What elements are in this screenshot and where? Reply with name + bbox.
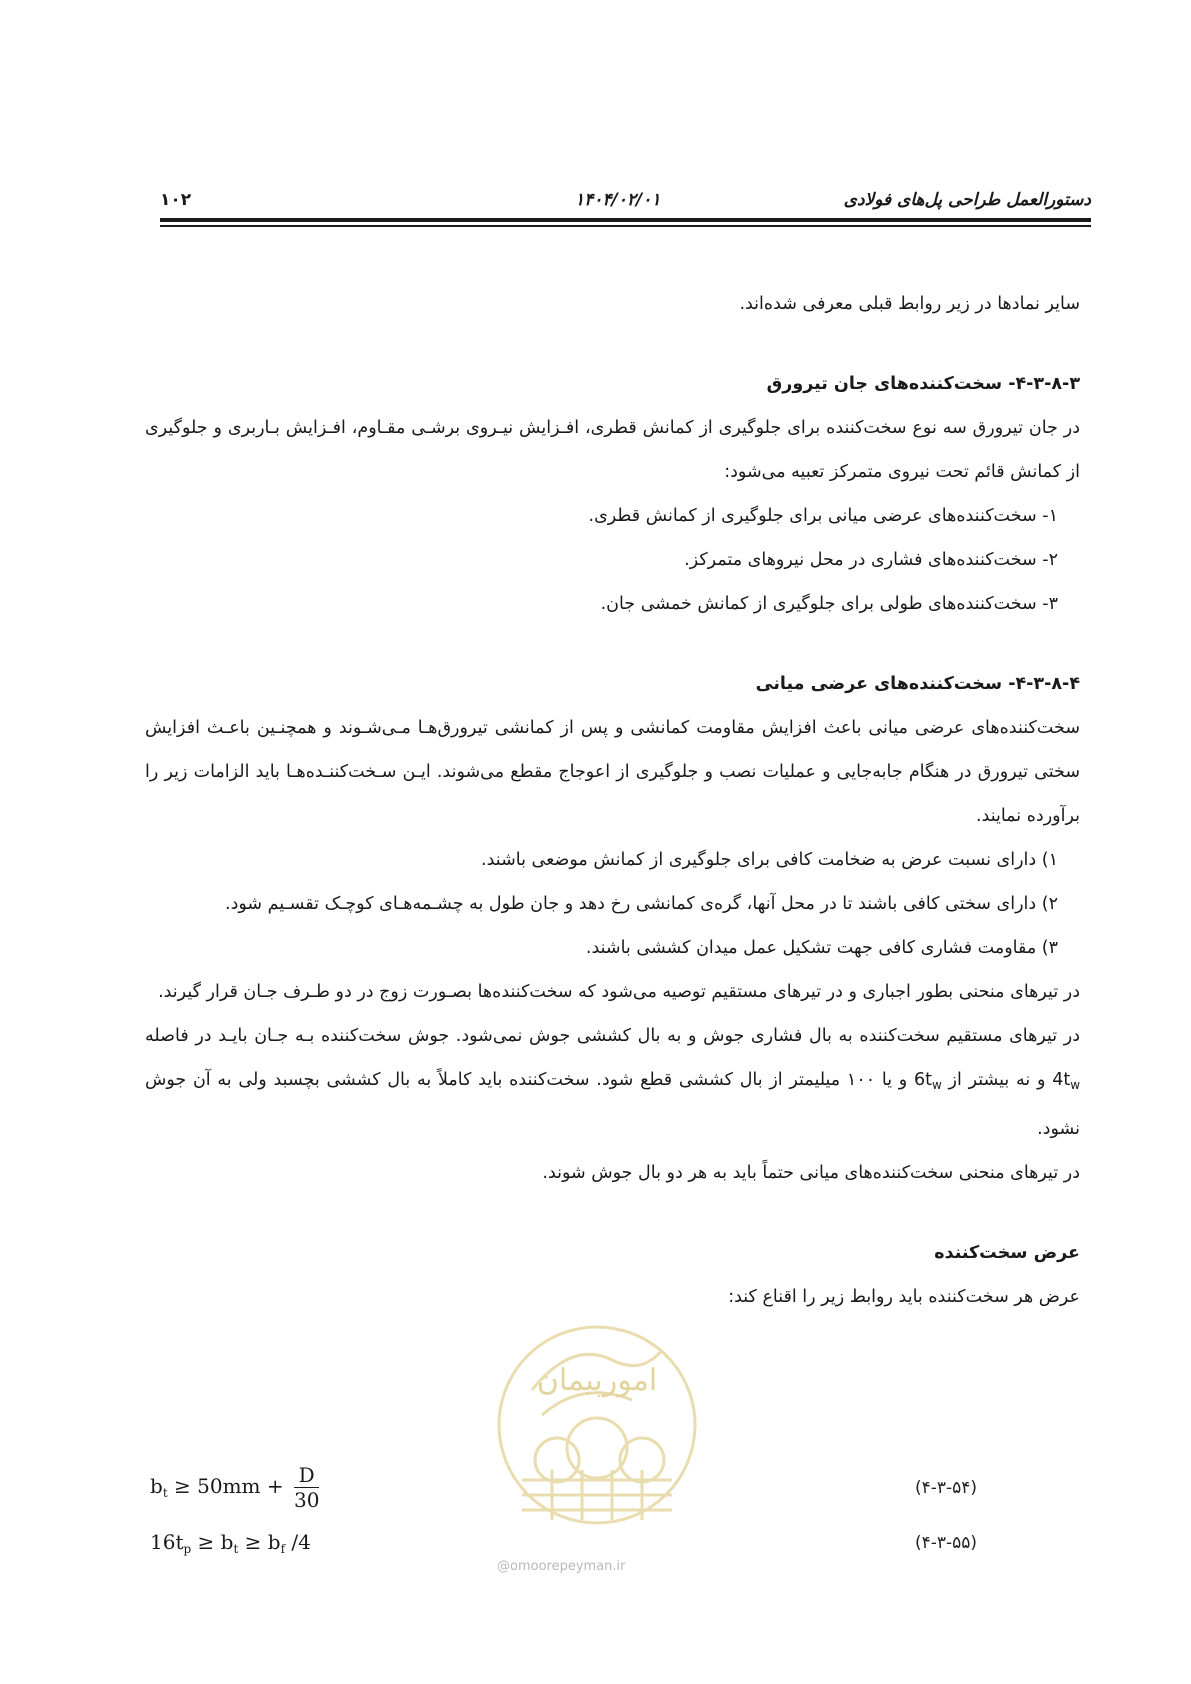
paragraph: در تیرهای منحنی سخت‌کننده‌های میانی حتماً باید به هر دو بال جوش شوند. xyxy=(542,1163,1080,1183)
eq-subscript: t xyxy=(162,1486,168,1500)
document-body xyxy=(145,282,1080,1319)
eq-subscript: p xyxy=(183,1542,192,1556)
eq-denominator: 30 xyxy=(293,1488,320,1512)
page-header xyxy=(160,190,1091,212)
page-number: ۱۰۲ xyxy=(160,190,192,210)
eq-relation: ≥ 50mm + xyxy=(167,1474,290,1498)
paragraph: سخت‌کننده‌های عرضی میانی باعث افزایش مقاومت کمانشی و پس از کمانشی تیرورق‌هـا مـی‌شـوند و همچنـین باعـث افزایش سختی تیرورق در هنگام جابه‌جایی و عملیات نصب و جلوگیری از اعوجاج مقطع می‌شوند. ایـن سـخت‌کننـده‌هـا باید الزامات زیر را برآورده نمایند. xyxy=(145,718,1080,826)
section-heading-stiffener-width: عرض سخت‌کننده xyxy=(934,1243,1080,1263)
equation-stiffener-width-range xyxy=(150,1530,311,1556)
watermark-seal xyxy=(492,1320,702,1550)
eq-subscript: t xyxy=(233,1542,239,1556)
list-item: ۱) دارای نسبت عرض به ضخامت کافی برای جلوگیری از کمانش موضعی باشند. xyxy=(481,850,1058,870)
list-item: ۳- سخت‌کننده‌های طولی برای جلوگیری از کمانش خمشی جان. xyxy=(600,594,1058,614)
symbol-text: 4t xyxy=(1052,1070,1071,1090)
equation-number: (۴-۳-۵۴) xyxy=(915,1478,978,1498)
section-heading-web-stiffeners: ۴-۳-۸-۳- سخت‌کننده‌های جان تیرورق xyxy=(766,374,1080,394)
eq-symbol: ≥ b xyxy=(191,1530,234,1554)
header-rule-thin xyxy=(160,225,1091,227)
list-item: ۳) مقاومت فشاری کافی جهت تشکیل عمل میدان کششی باشند. xyxy=(585,938,1058,958)
symbol-text: 6t xyxy=(913,1070,932,1090)
eq-symbol: b xyxy=(150,1474,163,1498)
text-run: در تیرهای مستقیم سخت‌کننده به بال فشاری جوش و به بال کششی جوش نمی‌شود. جوش سخت‌کننده بـه جـان بایـد در فاصله xyxy=(145,1026,1080,1046)
paragraph: در جان تیرورق سه نوع سخت‌کننده برای جلوگیری از کمانش قطری، افـزایش نیـروی برشـی مقـاوم، افـزایش بـاربری و جلوگیری از کمانش قائم تحت نیروی متمرکز تعبیه می‌شود: xyxy=(145,418,1080,482)
text-run: و نه بیشتر از xyxy=(941,1070,1053,1090)
header-date: ۱۴۰۴/۰۲/۰۱ xyxy=(575,190,661,210)
intro-line: سایر نمادها در زیر روابط قبلی معرفی شده‌اند. xyxy=(739,294,1080,314)
watermark-url: @omoorepeyman.ir xyxy=(497,1559,626,1574)
list-item: ۲- سخت‌کننده‌های فشاری در محل نیروهای متمرکز. xyxy=(684,550,1058,570)
eq-symbol: /4 xyxy=(285,1530,311,1554)
list-item: ۲) دارای سختی کافی باشند تا در محل آنها، گره‌ی کمانشی رخ دهد و جان طول به چشـمه‌هـای کوچـک تقسـیم شود. xyxy=(225,894,1058,914)
symbol-4tw xyxy=(1052,1070,1080,1090)
paragraph: در تیرهای منحنی بطور اجباری و در تیرهای مستقیم توصیه می‌شود که سخت‌کننده‌ها بصـورت زوج در دو طـرف جـان قرار گیرند. xyxy=(158,982,1080,1002)
paragraph: عرض هر سخت‌کننده باید روابط زیر را اقناع کند: xyxy=(728,1287,1080,1307)
symbol-6tw xyxy=(914,1070,942,1090)
equation-stiffener-width-min xyxy=(150,1463,319,1512)
section-heading-transverse-stiffeners: ۴-۳-۸-۴- سخت‌کننده‌های عرضی میانی xyxy=(755,674,1080,694)
text-run: و یا ۱۰۰ میلیمتر از بال کششی قطع شود. سخت‌کننده باید کاملاً به بال کششی بچسبد ولی به آن جوش نشود. xyxy=(145,1070,1080,1139)
eq-numerator: D xyxy=(294,1463,319,1488)
equation-number: (۴-۳-۵۵) xyxy=(915,1533,978,1553)
symbol-subscript: w xyxy=(1070,1078,1081,1092)
eq-fraction xyxy=(294,1463,319,1512)
eq-symbol: ≥ b xyxy=(238,1530,281,1554)
header-title: دستورالعمل طراحی پل‌های فولادی xyxy=(843,190,1091,210)
eq-symbol: 16t xyxy=(150,1530,184,1554)
symbol-subscript: w xyxy=(931,1078,942,1092)
watermark-text: امورپیمان xyxy=(536,1363,658,1398)
eq-subscript: f xyxy=(280,1542,286,1556)
list-item: ۱- سخت‌کننده‌های عرضی میانی برای جلوگیری از کمانش قطری. xyxy=(588,506,1058,526)
paragraph-weld-distance xyxy=(145,1014,1080,1151)
header-rule-thick xyxy=(160,218,1091,222)
